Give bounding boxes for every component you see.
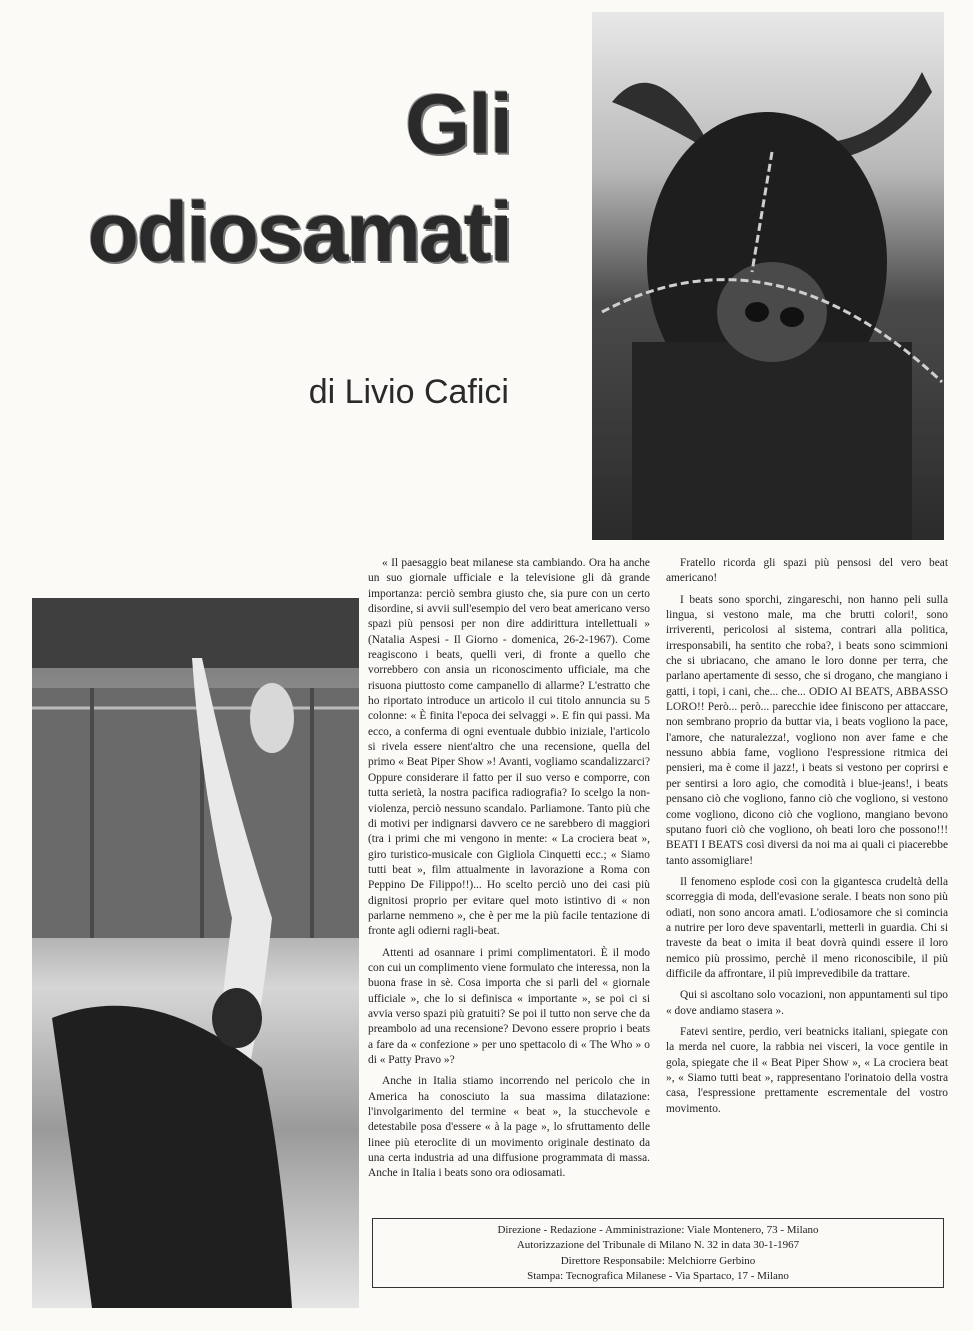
bullfight-photo [32,598,359,1308]
imprint-box [372,1218,944,1288]
article-paragraph: « Il paesaggio beat milanese sta cambiando. Ora ha anche un suo giornale ufficiale e la televisione gli dà grande importanza: perciò sembra giusto che, sia pure con un certo disordine, si avvii sull'esempio del vero beat americano verso spazi più pensosi per non dire addirittura intellettuali » (Natalia Aspesi - Il Giorno - domenica, 26-2-1967). Come reagiscono i beats, quelli veri, di fronte a quello che vorrebbero con ansia un riconoscimento ufficiale, ma che risuona piuttosto come campanello di allarme? L'estratto che ho riportato introduce un articolo il cui titolo annuncia su 5 colonne: « È finita l'epoca dei selvaggi ». E fin qui passi. Ma ecco, a conferma di ogni eventuale dubbio iniziale, l'articolo si rivela essere nient'altro che una recensione, quella del primo « Beat Piper Show »! Avanti, vogliamo scandalizzarci? Oppure considerare il fatto per il suo verso e comporre, con tutta serietà, la nostra pacifica radiografia? Io scelgo la non-violenza, perciò nessuno scandalo. Parliamone. Tanto più che di motivi per indignarsi davvero ce ne sarebbero di maggiori (tra i primi che mi vengono in mente: « La crociera beat », giro turistico-musicale con Gigliola Cinquetti ecc.; « Siamo tutti beat », film attualmente in lavorazione a Roma con Peppino De Filippo!!)... Ho scelto perciò uno dei casi più dignitosi proprio per evitare quel moto istintivo di « non parlarne nemmeno », che è per me la più facile tentazione di fronte agli odierni ragli-beat. [368,557,650,938]
article-paragraph: Anche in Italia stiamo incorrendo nel pericolo che in America ha conosciuto la sua massima dilatazione: l'involgarimento del termine « beat », la stucchevole e detestabile posa d'essere « à la page », lo sfruttamento delle linee più eteroclite di un movimento originale destinato da una certa industria ad una diffusione programmata di massa. Anche in Italia i beats sono ora odiosamati. [368,1075,650,1180]
bull-head-photo [592,12,944,540]
imprint-line: Stampa: Tecnografica Milanese - Via Spartaco, 17 - Milano [527,1270,789,1283]
title-line-2: odiosamati [87,185,511,279]
article-paragraph: Qui si ascoltano solo vocazioni, non appuntamenti sul tipo « dove andiamo stasera ». [666,989,948,1017]
byline: di Livio Cafici [308,373,509,411]
article-paragraph: Fratello ricorda gli spazi più pensosi del vero beat americano! [666,557,948,585]
imprint-line: Direzione - Redazione - Amministrazione: Viale Montenero, 73 - Milano [497,1224,819,1236]
article-paragraph: Attenti ad osannare i primi complimentatori. È il modo con cui un complimento viene formulato che interessa, non la buona frase in sè. Cosa importa che si parli del « giornale ufficiale », che lo si definisca « importante », se poi ci si avvia verso spazi più gratuiti? Se poi il tutto non serve che da preambolo ad una recensione? Devono essere proprio i beats a fare da « confezione » per uno spettacolo di « The Who » o di « Patty Pravo »? [368,946,650,1066]
article-paragraph: Fatevi sentire, perdio, veri beatnicks italiani, spiegate con la merda nel cuore, la rabbia nei visceri, la voce gentile in gola, spiegate che il « Beat Piper Show », « La crociera beat », « Siamo tutti beat », rappresentano l'orinatoio della vostra casa, l'espressione prettamente escrementale del vostro movimento. [666,1025,948,1115]
article-body [368,556,948,1208]
imprint-line: Autorizzazione del Tribunale di Milano N. 32 in data 30-1-1967 [516,1239,800,1252]
article-paragraph: Il fenomeno esplode così con la gigantesca crudeltà della scorreggia di moda, dell'evasione serale. I beats non sono più odiati, non sono ancora amati. L'odiosamore che si comincia a nutrire per loro deve spaventarli, metterli in guardia. Chi si traveste da beat o imita il beat dovrà quindi essere il loro nemico più prossimo, perchè il meno riconoscibile, il più difficile da affrontare, il più imprevedibile da trattare. [666,875,948,980]
article-paragraph: I beats sono sporchi, zingareschi, non hanno peli sulla lingua, si vestono male, ma che brutti colori!, sono irriverenti, pericolosi al sistema, contrari alla politica, irresponsabili, ha sentito che roba?, i beats sono scimmioni che si ubriacano, che amano le loro donne per terra, che parlano apertamente di sesso, che si drogano, che mangiano i gatti, i topi, i cani, che... che... ODIO AI BEATS, ABBASSO LORO!! Però... però... parecchie idee finiscono per attaccare, non sembrano proprio da buttar via, i beats vogliono la pace, l'amore, che naturalezza!, vogliono non aver fame e che nessuno abbia fame, vogliono l'espressione ritmica dei pensieri, ma è come il jazz!, i beats si vestono per coprirsi e per sentirsi a loro agio, che comodità i blue-jeans!, i beats pensano ciò che vogliono, fanno ciò che vogliono, si vestono come vogliono, dicono ciò che vogliono, mangiano bevono sputano fuori ciò che vogliono, oh beati loro che possono!!! BEATI I BEATS così diversi da noi ma ai quali ci piacerebbe tanto assomigliare! [666,593,948,867]
title-line-1: Gli [404,77,511,171]
imprint-line: Direttore Responsabile: Melchiorre Gerbino [560,1254,756,1267]
